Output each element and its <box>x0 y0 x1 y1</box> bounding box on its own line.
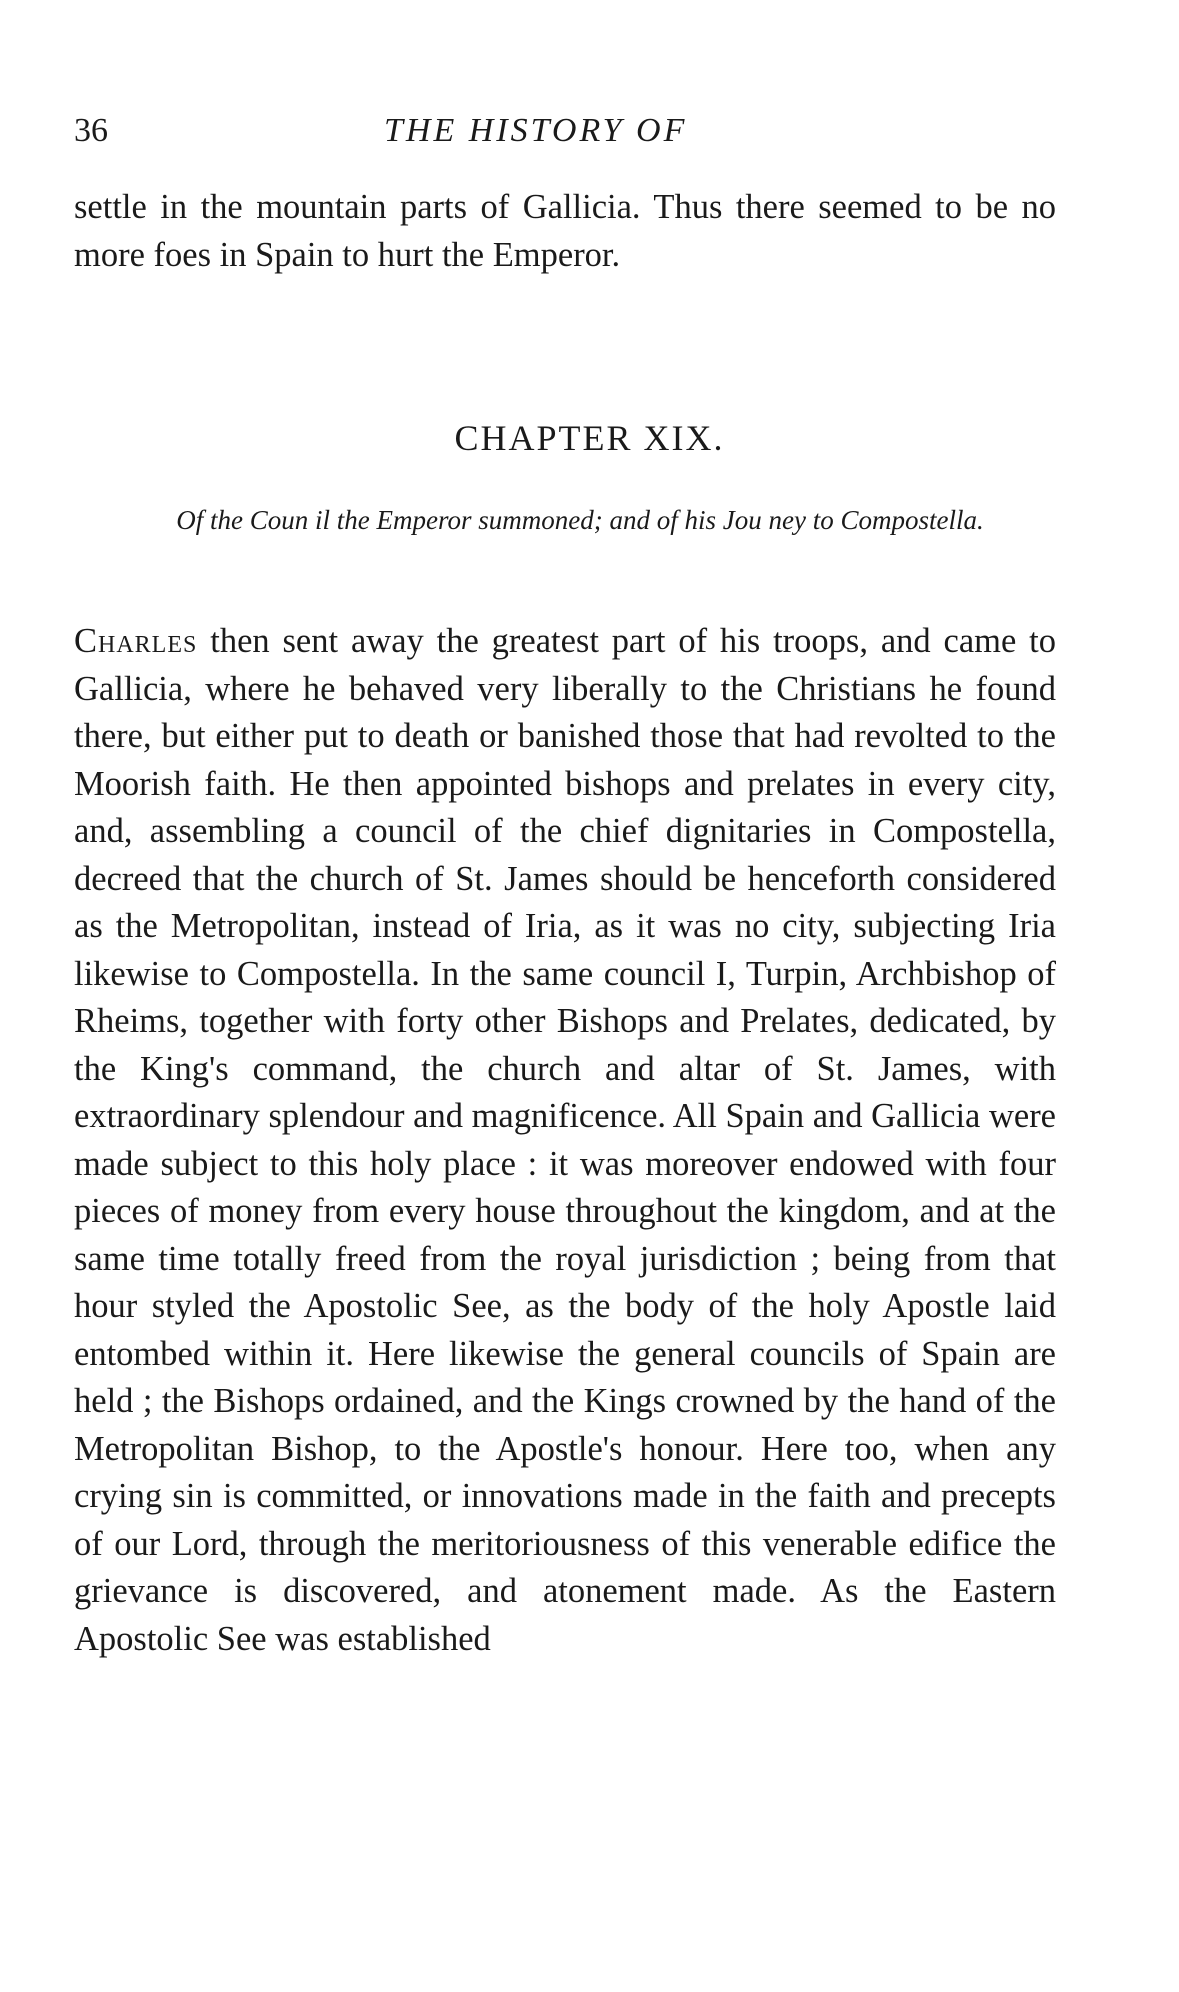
page-number: 36 <box>74 112 108 149</box>
main-paragraph-text: then sent away the greatest part of his troops, and came to Gallicia, where he behaved very liberally to the Christians he found there, but either put to death or banished those that had revolted to the Moorish faith. He then appointed bishops and prelates in every city, and, assembling a council of the chief dignitaries in Compostella, decreed that the church of St. James should be henceforth considered as the Metropolitan, instead of Iria, as it was no city, subjecting Iria likewise to Compostella. In the same council I, Turpin, Archbishop of Rheims, together with forty other Bishops and Prelates, dedicated, by the King's command, the church and altar of St. James, with extraordinary splendour and magnificence. All Spain and Gallicia were made subject to this holy place : it was moreover endowed with four pieces of money from every house throughout the kingdom, and at the same time totally freed from the royal jurisdiction ; being from that hour styled the Apostolic See, as the body of the holy Apostle laid entombed within it. Here likewise the general councils of Spain are held ; the Bishops ordained, and the Kings crowned by the hand of the Metropolitan Bishop, to the Apostle's honour. Here too, when any crying sin is committed, or innovations made in the faith and precepts of our Lord, through the meritoriousness of this venerable edifice the grievance is discovered, and atonement made. As the Eastern Apostolic See was established <box>74 622 1056 1658</box>
running-head: THE HISTORY OF <box>384 112 688 149</box>
chapter-title: CHAPTER XIX. <box>454 418 725 458</box>
lead-word: Charles <box>74 622 198 660</box>
chapter-subtitle: Of the Coun il the Emperor summoned; and of his Jou ney to Compostella. <box>176 505 984 535</box>
main-paragraph <box>74 618 1056 1663</box>
intro-paragraph: settle in the mountain parts of Gallicia. Thus there seemed to be no more foes in Spain to hurt the Emperor. <box>74 188 1056 274</box>
page-header <box>74 108 1054 158</box>
